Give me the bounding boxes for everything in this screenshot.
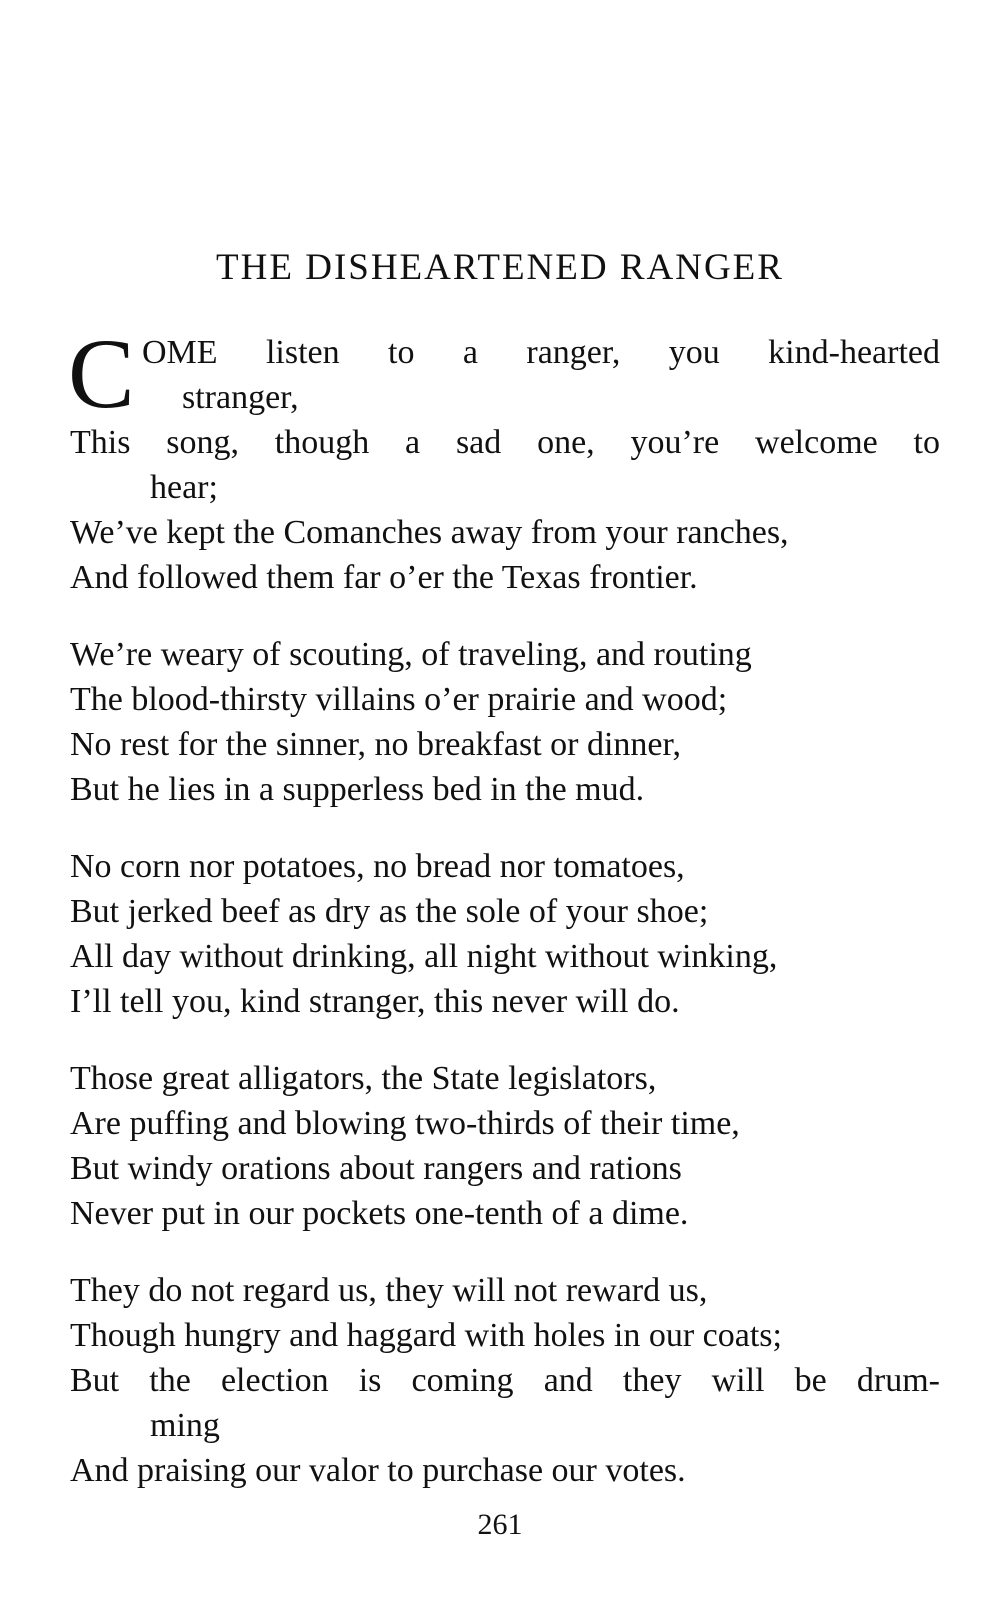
stanza-4 — [70, 1056, 940, 1236]
poem-line: They do not regard us, they will not reward us, — [70, 1272, 708, 1309]
poem-title: THE DISHEARTENED RANGER — [216, 247, 784, 288]
first-line-rest: listen to a ranger, you kind-hearted — [217, 334, 940, 371]
poem-line: But the election is coming and they will be drum- — [70, 1362, 940, 1399]
poem-line: Though hungry and haggard with holes in our coats; — [70, 1317, 782, 1354]
poem-line: Never put in our pockets one-tenth of a dime. — [70, 1195, 689, 1232]
poem-line: This song, though a sad one, you’re welcome to — [70, 424, 940, 461]
poem-line-continuation: stranger, — [182, 379, 299, 416]
poem-line-continuation: ming — [150, 1407, 220, 1444]
poem-line: And praising our valor to purchase our votes. — [70, 1452, 686, 1489]
stanza-1 — [68, 318, 940, 600]
poem-line: The blood-thirsty villains o’er prairie and wood; — [70, 681, 728, 718]
poem-line: But jerked beef as dry as the sole of your shoe; — [70, 893, 709, 930]
poem-line: We’re weary of scouting, of traveling, and routing — [70, 636, 752, 673]
stanza-3 — [70, 844, 940, 1024]
page-number: 261 — [477, 1508, 523, 1541]
opening-word: OME — [142, 334, 218, 371]
poem-line: But windy orations about rangers and rations — [70, 1150, 682, 1187]
poem-line: I’ll tell you, kind stranger, this never will do. — [70, 983, 680, 1020]
poem-line: But he lies in a supperless bed in the mud. — [70, 771, 645, 808]
stanza-2 — [70, 632, 940, 812]
drop-cap: C — [68, 318, 135, 429]
poem-line-continuation: hear; — [150, 469, 218, 506]
poem-line: We’ve kept the Comanches away from your ranches, — [70, 514, 789, 551]
poem-body — [68, 318, 940, 1525]
poem-line: All day without drinking, all night without winking, — [70, 938, 778, 975]
poem-line: Those great alligators, the State legislators, — [70, 1060, 657, 1097]
poem-line: No corn nor potatoes, no bread nor tomatoes, — [70, 848, 685, 885]
stanza-5 — [70, 1268, 940, 1493]
poem-line: Are puffing and blowing two-thirds of their time, — [70, 1105, 740, 1142]
poem-line: No rest for the sinner, no breakfast or dinner, — [70, 726, 681, 763]
poem-line: And followed them far o’er the Texas frontier. — [70, 559, 698, 596]
